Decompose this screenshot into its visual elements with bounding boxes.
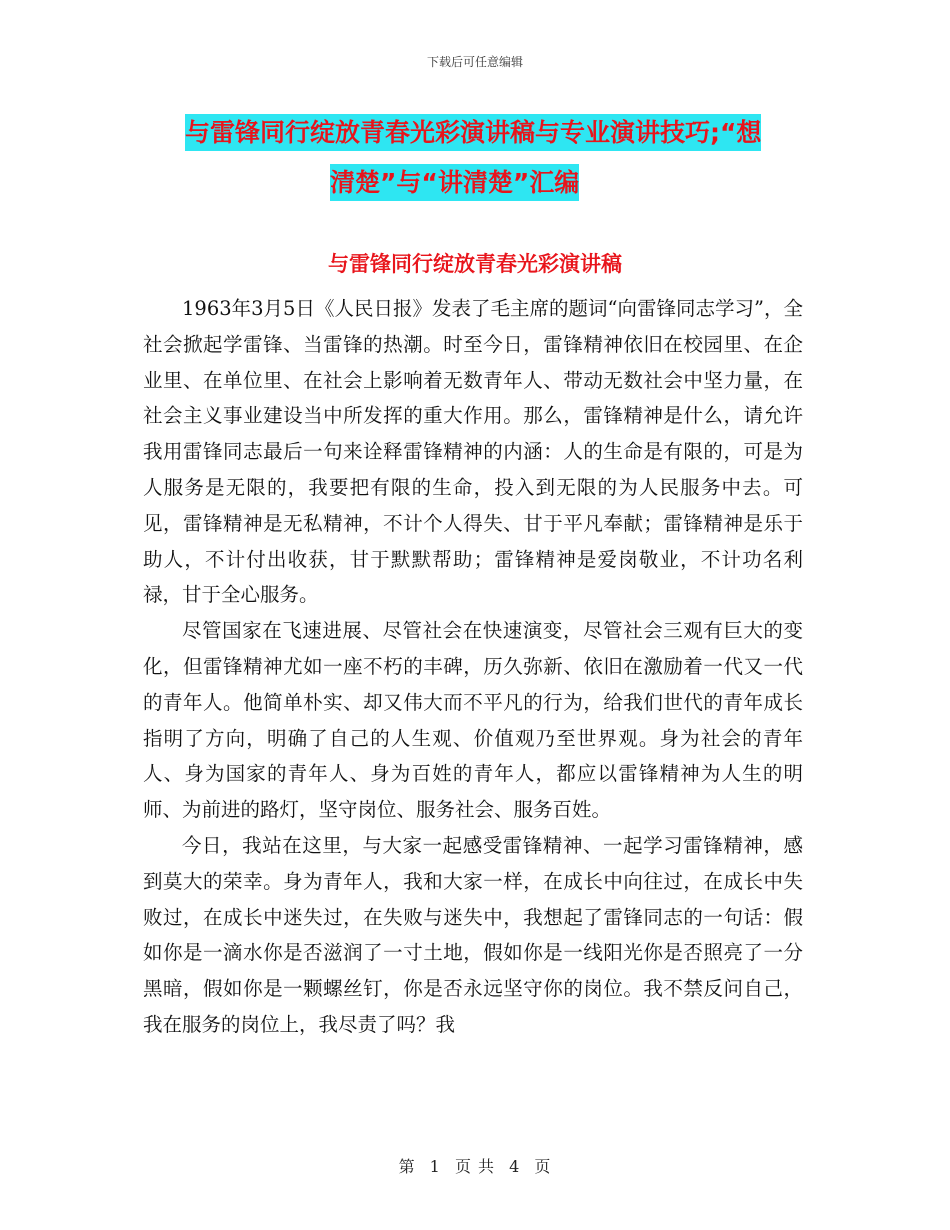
body-paragraph-2: 尽管国家在飞速进展、尽管社会在快速演变，尽管社会三观有巨大的变化，但雷锋精神尤如一座不朽的丰碑，历久弥新、依旧在激励着一代又一代的青年人。他简单朴实、却又伟大而不平凡的行为，给我们世代的青年成长指明了方向，明确了自己的人生观、价值观乃至世界观。身为社会的青年人、身为国家的青年人、身为百姓的青年人，都应以雷锋精神为人生的明师、为前进的路灯，坚守岗位、服务社会、服务百姓。 — [143, 619, 803, 822]
page-label-middle: 页 共 — [454, 1157, 496, 1176]
document-title-line-1: 与雷锋同行绽放青春光彩演讲稿与专业演讲技巧;“想 — [185, 108, 815, 158]
page-label-prefix: 第 — [398, 1157, 416, 1176]
document-title-line-2: 清楚”与“讲清楚”汇编 — [185, 158, 815, 208]
header-note: 下载后可任意编辑 — [426, 55, 523, 69]
page-footer — [0, 1154, 950, 1177]
body-paragraph-3: 今日，我站在这里，与大家一起感受雷锋精神、一起学习雷锋精神，感到莫大的荣幸。身为青年人，我和大家一样，在成长中向往过，在成长中失败过，在成长中迷失过，在失败与迷失中，我想起了雷锋同志的一句话：假如你是一滴水你是否滋润了一寸土地，假如你是一线阳光你是否照亮了一分黑暗，假如你是一颗螺丝钉，你是否永远坚守你的岗位。我不禁反问自己，我在服务的岗位上，我尽责了吗？我 — [143, 833, 803, 1036]
document-body — [143, 291, 803, 1043]
section-heading: 与雷锋同行绽放青春光彩演讲稿 — [328, 252, 622, 276]
page-current: 1 — [429, 1157, 441, 1176]
body-paragraph-1: 1963年3月5日《人民日报》发表了毛主席的题词“向雷锋同志学习”，全社会掀起学雷锋、当雷锋的热潮。时至今日，雷锋精神依旧在校园里、在企业里、在单位里、在社会上影响着无数青年人、带动无数社会中坚力量，在社会主义事业建设当中所发挥的重大作用。那么，雷锋精神是什么，请允许我用雷锋同志最后一句来诠释雷锋精神的内涵：人的生命是有限的，可是为人服务是无限的，我要把有限的生命，投入到无限的为人民服务中去。可见，雷锋精神是无私精神，不计个人得失、甘于平凡奉献；雷锋精神是乐于助人，不计付出收获，甘于默默帮助；雷锋精神是爱岗敬业，不计功名利禄，甘于全心服务。 — [143, 297, 803, 607]
document-title — [185, 108, 815, 208]
page-label-suffix: 页 — [534, 1157, 552, 1176]
page-total: 4 — [509, 1157, 521, 1176]
